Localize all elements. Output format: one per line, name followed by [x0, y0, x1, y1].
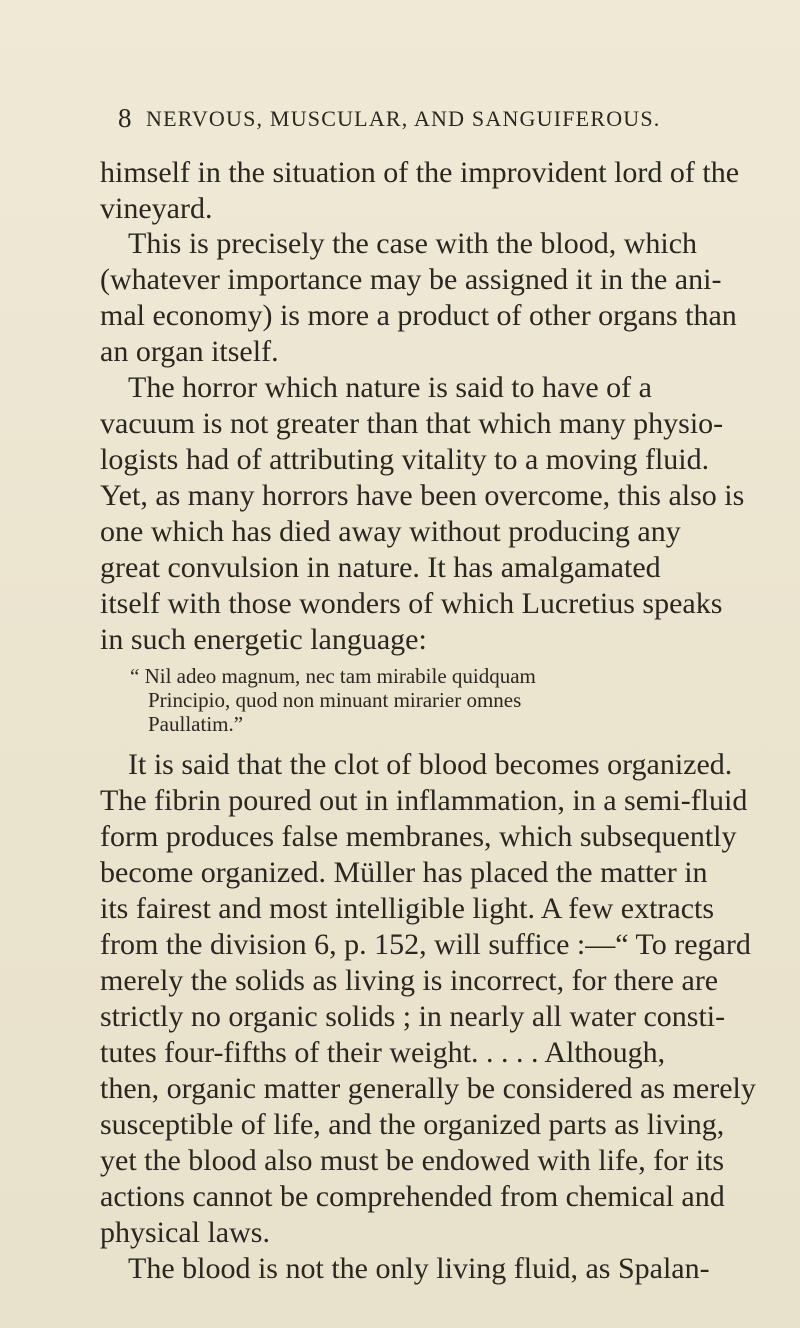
text-line: The fibrin poured out in inflammation, in a semi-fluid	[100, 784, 748, 817]
text-line: strictly no organic solids ; in nearly all water consti-	[100, 1000, 726, 1033]
text-line: vineyard.	[100, 192, 213, 225]
text-line: an organ itself.	[100, 335, 279, 368]
text-line: It is said that the clot of blood becomes organized.	[128, 748, 733, 781]
text-line: susceptible of life, and the organized parts as living,	[100, 1108, 725, 1141]
page-number: 8	[118, 103, 132, 133]
quote-line: “ Nil adeo magnum, nec tam mirabile quidquam	[130, 664, 536, 688]
text-line: yet the blood also must be endowed with life, for its	[100, 1144, 725, 1177]
text-line: (whatever importance may be assigned it in the ani-	[100, 263, 722, 296]
text-line: great convulsion in nature. It has amalgamated	[100, 551, 661, 584]
text-line: himself in the situation of the improvident lord of the	[100, 156, 740, 189]
text-line: in such energetic language:	[100, 623, 427, 656]
quote-line: Principio, quod non minuant mirarier omnes	[148, 688, 522, 712]
text-line: tutes four-fifths of their weight. . . . . Although,	[100, 1036, 666, 1069]
running-head: NERVOUS, MUSCULAR, AND SANGUIFEROUS.	[146, 106, 661, 131]
text-line: mal economy) is more a product of other organs than	[100, 299, 737, 332]
text-line: merely the solids as living is incorrect, for there are	[100, 964, 719, 997]
text-line: logists had of attributing vitality to a moving fluid.	[100, 443, 710, 476]
text-line: one which has died away without producing any	[100, 515, 681, 548]
text-line: actions cannot be comprehended from chemical and	[100, 1180, 725, 1213]
text-line: its fairest and most intelligible light. A few extracts	[100, 892, 715, 925]
quote-line: Paullatim.”	[148, 712, 244, 736]
text-line: itself with those wonders of which Lucretius speaks	[100, 587, 723, 620]
text-line: become organized. Müller has placed the matter in	[100, 856, 708, 889]
text-line: physical laws.	[100, 1216, 270, 1249]
text-line: Yet, as many horrors have been overcome, this also is	[100, 479, 745, 512]
text-line: then, organic matter generally be considered as merely	[100, 1072, 756, 1105]
text-line: The blood is not the only living fluid, as Spalan-	[128, 1252, 710, 1285]
text-line: The horror which nature is said to have of a	[128, 371, 652, 404]
text-line: from the division 6, p. 152, will suffice :—“ To regard	[100, 928, 751, 961]
page-header	[118, 103, 778, 143]
text-line: This is precisely the case with the blood, which	[128, 227, 698, 260]
text-line: vacuum is not greater than that which many physio-	[100, 407, 724, 440]
text-line: form produces false membranes, which subsequently	[100, 820, 737, 853]
